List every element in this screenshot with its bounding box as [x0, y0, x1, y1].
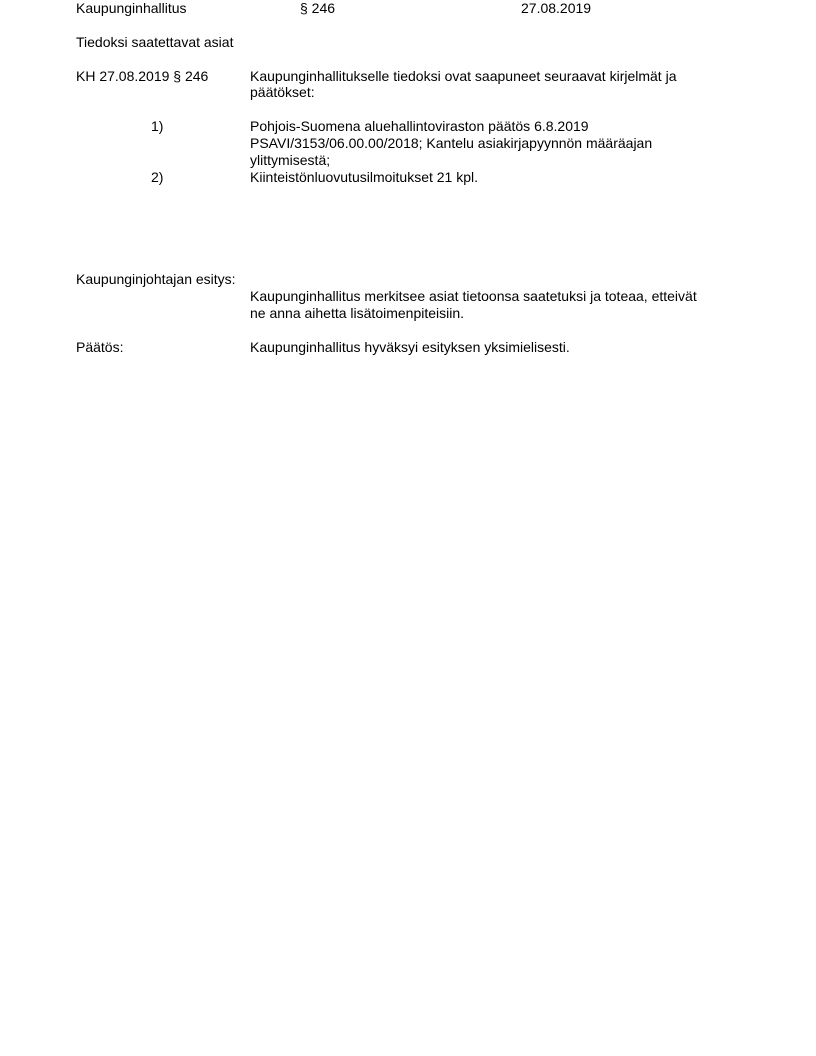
case-reference: KH 27.08.2019 § 246 — [76, 68, 209, 84]
decision-text: Kaupunginhallitus hyväksyi esityksen yksimielisesti. — [250, 339, 570, 355]
proposal-line-1: Kaupunginhallitus merkitsee asiat tietoonsa saatetuksi ja toteaa, etteivät — [250, 288, 697, 304]
item-1-line-3: ylittymisestä; — [250, 152, 331, 168]
case-intro-line-1: Kaupunginhallitukselle tiedoksi ovat saapuneet seuraavat kirjelmät ja — [250, 68, 677, 84]
proposal-line-2: ne anna aihetta lisätoimenpiteisiin. — [250, 305, 465, 321]
item-2-line-1: Kiinteistönluovutusilmoitukset 21 kpl. — [250, 169, 479, 185]
decision-label: Päätös: — [76, 339, 124, 355]
proposal-label: Kaupunginjohtajan esitys: — [76, 271, 236, 287]
subject-title: Tiedoksi saatettavat asiat — [76, 34, 234, 50]
item-1-line-2: PSAVI/3153/06.00.00/2018; Kantelu asiakirjapyynnön määräajan — [250, 135, 653, 151]
header-organ: Kaupunginhallitus — [76, 0, 187, 16]
item-1-number: 1) — [151, 118, 164, 134]
header-section-number: § 246 — [300, 0, 336, 16]
header-date: 27.08.2019 — [521, 0, 592, 16]
item-2-number: 2) — [151, 169, 164, 185]
case-intro-line-2: päätökset: — [250, 84, 315, 100]
item-1-line-1: Pohjois-Suomena aluehallintoviraston päätös 6.8.2019 — [250, 118, 589, 134]
